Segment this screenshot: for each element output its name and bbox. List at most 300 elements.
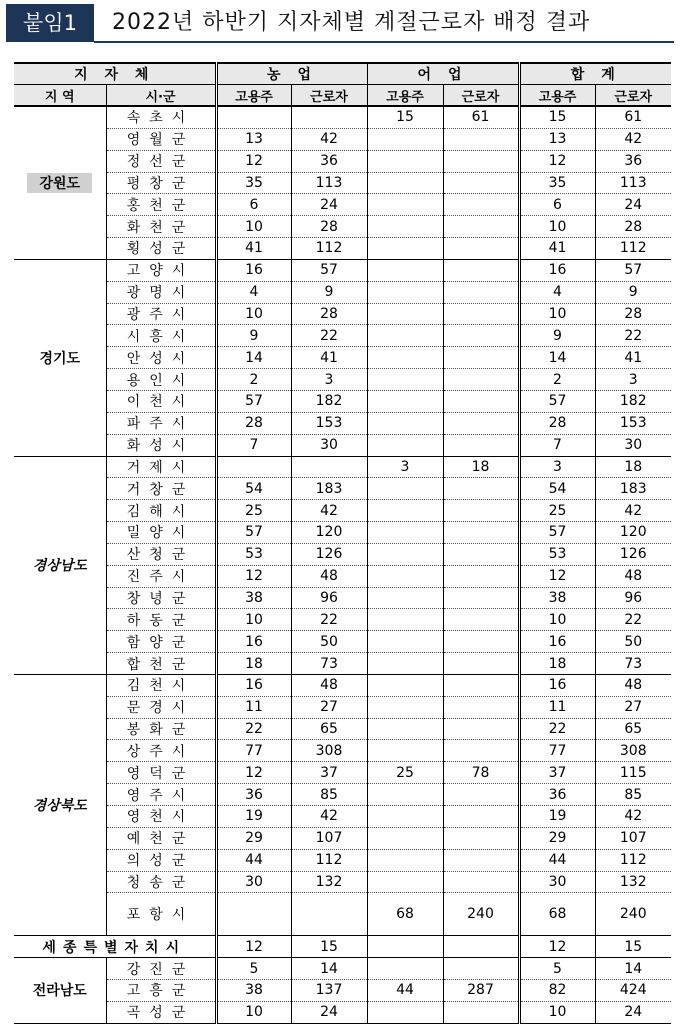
title-underline xyxy=(94,41,674,43)
total-employer-cell: 35 xyxy=(519,172,595,194)
fishery-worker-cell xyxy=(443,325,519,347)
agriculture-worker-cell: 126 xyxy=(291,543,367,565)
fishery-employer-cell xyxy=(367,347,443,369)
fishery-employer-cell xyxy=(367,128,443,150)
total-employer-cell: 12 xyxy=(519,936,595,958)
table-row xyxy=(14,849,671,871)
agriculture-employer-cell: 2 xyxy=(216,369,291,391)
total-employer-cell: 41 xyxy=(519,238,595,260)
total-employer-cell: 36 xyxy=(519,784,595,806)
fishery-worker-cell xyxy=(443,390,519,412)
total-employer-cell: 4 xyxy=(519,281,595,303)
agriculture-worker-cell: 14 xyxy=(291,958,367,980)
agriculture-worker-cell: 48 xyxy=(291,674,367,696)
total-employer-cell: 77 xyxy=(519,740,595,762)
total-worker-cell: 24 xyxy=(595,1001,671,1023)
city-name-cell: 고흥군 xyxy=(106,980,216,1002)
table-row xyxy=(14,565,671,587)
city-name-cell: 영천시 xyxy=(106,806,216,828)
fishery-worker-cell: 61 xyxy=(443,106,519,128)
agriculture-employer-header: 고용주 xyxy=(216,85,291,107)
fishery-employer-cell xyxy=(367,565,443,587)
total-employer-cell: 9 xyxy=(519,325,595,347)
agriculture-worker-cell: 37 xyxy=(291,762,367,784)
group-header-row xyxy=(14,63,671,85)
city-name-cell: 시흥시 xyxy=(106,325,216,347)
fishery-worker-cell xyxy=(443,565,519,587)
total-employer-cell: 30 xyxy=(519,871,595,893)
total-worker-cell: 120 xyxy=(595,522,671,544)
fishery-employer-cell xyxy=(367,150,443,172)
total-employer-cell: 53 xyxy=(519,543,595,565)
fishery-employer-cell: 68 xyxy=(367,893,443,936)
table-row xyxy=(14,412,671,434)
table-row xyxy=(14,194,671,216)
agriculture-employer-cell: 25 xyxy=(216,500,291,522)
agriculture-worker-cell: 42 xyxy=(291,128,367,150)
table-row xyxy=(14,150,671,172)
fishery-worker-cell xyxy=(443,958,519,980)
agriculture-employer-cell: 22 xyxy=(216,718,291,740)
table-row xyxy=(14,478,671,500)
fishery-worker-cell xyxy=(443,631,519,653)
city-name-cell: 고양시 xyxy=(106,259,216,281)
fishery-employer-cell xyxy=(367,871,443,893)
fishery-employer-cell xyxy=(367,958,443,980)
table-row xyxy=(14,653,671,675)
fishery-employer-cell xyxy=(367,674,443,696)
fishery-worker-cell xyxy=(443,478,519,500)
agriculture-employer-cell: 44 xyxy=(216,849,291,871)
fishery-worker-cell xyxy=(443,849,519,871)
fishery-employer-cell xyxy=(367,849,443,871)
fishery-worker-cell xyxy=(443,543,519,565)
region-name-cell xyxy=(14,674,106,935)
agriculture-worker-cell: 28 xyxy=(291,216,367,238)
table-row xyxy=(14,1001,671,1023)
total-worker-cell: 22 xyxy=(595,609,671,631)
region-name-cell xyxy=(14,456,106,674)
total-employer-cell: 7 xyxy=(519,434,595,456)
total-employer-cell: 19 xyxy=(519,806,595,828)
agriculture-worker-cell: 183 xyxy=(291,478,367,500)
region-name: 경기도 xyxy=(39,350,81,367)
region-name-cell xyxy=(14,106,106,259)
agriculture-employer-cell: 6 xyxy=(216,194,291,216)
agriculture-employer-cell: 12 xyxy=(216,565,291,587)
city-name-cell: 영월군 xyxy=(106,128,216,150)
city-name-cell: 창녕군 xyxy=(106,587,216,609)
city-name-cell: 김해시 xyxy=(106,500,216,522)
agriculture-employer-cell: 10 xyxy=(216,609,291,631)
total-employer-cell: 57 xyxy=(519,390,595,412)
total-worker-cell: 27 xyxy=(595,696,671,718)
agriculture-header: 농 업 xyxy=(216,63,367,85)
total-worker-cell: 61 xyxy=(595,106,671,128)
city-name-cell: 포항시 xyxy=(106,893,216,936)
fishery-employer-cell xyxy=(367,653,443,675)
agriculture-worker-cell: 120 xyxy=(291,522,367,544)
total-employer-cell: 3 xyxy=(519,456,595,478)
fishery-employer-cell xyxy=(367,194,443,216)
fishery-employer-cell xyxy=(367,303,443,325)
agriculture-worker-cell: 50 xyxy=(291,631,367,653)
agriculture-employer-cell: 14 xyxy=(216,347,291,369)
total-employer-cell: 16 xyxy=(519,631,595,653)
total-worker-cell: 182 xyxy=(595,390,671,412)
total-worker-cell: 107 xyxy=(595,827,671,849)
fishery-worker-cell xyxy=(443,281,519,303)
fishery-worker-cell xyxy=(443,303,519,325)
fishery-employer-cell xyxy=(367,434,443,456)
fishery-worker-cell xyxy=(443,609,519,631)
total-employer-cell: 16 xyxy=(519,674,595,696)
agriculture-employer-cell: 19 xyxy=(216,806,291,828)
table-row xyxy=(14,106,671,128)
fishery-worker-cell xyxy=(443,696,519,718)
city-name-cell: 예천군 xyxy=(106,827,216,849)
fishery-worker-cell: 78 xyxy=(443,762,519,784)
agriculture-employer-cell: 30 xyxy=(216,871,291,893)
agriculture-worker-cell: 112 xyxy=(291,238,367,260)
total-employer-cell: 38 xyxy=(519,587,595,609)
fishery-worker-cell xyxy=(443,194,519,216)
total-worker-cell: 132 xyxy=(595,871,671,893)
fishery-employer-cell xyxy=(367,696,443,718)
city-name-cell: 홍천군 xyxy=(106,194,216,216)
fishery-employer-cell xyxy=(367,740,443,762)
total-employer-cell: 10 xyxy=(519,216,595,238)
fishery-employer-cell: 15 xyxy=(367,106,443,128)
total-worker-cell: 115 xyxy=(595,762,671,784)
total-worker-cell: 22 xyxy=(595,325,671,347)
agriculture-worker-cell: 182 xyxy=(291,390,367,412)
total-employer-cell: 22 xyxy=(519,718,595,740)
fishery-worker-cell xyxy=(443,128,519,150)
agriculture-employer-cell: 16 xyxy=(216,631,291,653)
agriculture-worker-cell: 24 xyxy=(291,1001,367,1023)
city-name-cell: 이천시 xyxy=(106,390,216,412)
fishery-employer-cell xyxy=(367,325,443,347)
fishery-worker-cell xyxy=(443,434,519,456)
table-row xyxy=(14,980,671,1002)
total-worker-cell: 9 xyxy=(595,281,671,303)
city-name-cell: 영주시 xyxy=(106,784,216,806)
fishery-worker-cell xyxy=(443,1001,519,1023)
total-employer-cell: 25 xyxy=(519,500,595,522)
fishery-worker-header: 근로자 xyxy=(443,85,519,107)
table-row xyxy=(14,631,671,653)
fishery-employer-cell xyxy=(367,216,443,238)
agriculture-worker-cell: 308 xyxy=(291,740,367,762)
table-row xyxy=(14,609,671,631)
fishery-employer-cell xyxy=(367,784,443,806)
agriculture-employer-cell: 12 xyxy=(216,936,291,958)
fishery-employer-cell xyxy=(367,238,443,260)
city-name-cell: 안성시 xyxy=(106,347,216,369)
fishery-worker-cell xyxy=(443,871,519,893)
total-worker-cell: 18 xyxy=(595,456,671,478)
fishery-worker-cell xyxy=(443,587,519,609)
city-name-cell: 곡성군 xyxy=(106,1001,216,1023)
total-worker-cell: 73 xyxy=(595,653,671,675)
agriculture-worker-cell: 9 xyxy=(291,281,367,303)
region-group-header: 지 자 체 xyxy=(14,63,216,85)
total-employer-cell: 2 xyxy=(519,369,595,391)
table-row xyxy=(14,259,671,281)
table-row xyxy=(14,281,671,303)
total-worker-cell: 113 xyxy=(595,172,671,194)
agriculture-worker-cell xyxy=(291,893,367,936)
agriculture-employer-cell: 38 xyxy=(216,587,291,609)
total-employer-cell: 5 xyxy=(519,958,595,980)
agriculture-employer-cell: 18 xyxy=(216,653,291,675)
fishery-worker-cell xyxy=(443,784,519,806)
fishery-worker-cell xyxy=(443,674,519,696)
agriculture-worker-cell: 65 xyxy=(291,718,367,740)
agriculture-worker-cell: 28 xyxy=(291,303,367,325)
agriculture-employer-cell: 57 xyxy=(216,390,291,412)
total-employer-cell: 14 xyxy=(519,347,595,369)
agriculture-worker-cell: 42 xyxy=(291,806,367,828)
fishery-employer-cell: 3 xyxy=(367,456,443,478)
page-header xyxy=(0,0,680,44)
total-worker-cell: 112 xyxy=(595,849,671,871)
total-worker-cell: 126 xyxy=(595,543,671,565)
agriculture-employer-cell: 16 xyxy=(216,259,291,281)
total-worker-cell: 28 xyxy=(595,216,671,238)
region-name: 강원도 xyxy=(27,173,92,193)
total-employer-cell: 68 xyxy=(519,893,595,936)
total-worker-cell: 42 xyxy=(595,500,671,522)
fishery-employer-cell xyxy=(367,412,443,434)
agriculture-employer-cell: 5 xyxy=(216,958,291,980)
total-worker-cell: 28 xyxy=(595,303,671,325)
total-worker-cell: 48 xyxy=(595,565,671,587)
total-worker-cell: 240 xyxy=(595,893,671,936)
agriculture-employer-cell: 54 xyxy=(216,478,291,500)
total-worker-header: 근로자 xyxy=(595,85,671,107)
agriculture-employer-cell: 9 xyxy=(216,325,291,347)
total-worker-cell: 112 xyxy=(595,238,671,260)
table-row xyxy=(14,238,671,260)
total-worker-cell: 50 xyxy=(595,631,671,653)
fishery-worker-cell xyxy=(443,806,519,828)
fishery-employer-header: 고용주 xyxy=(367,85,443,107)
table-row xyxy=(14,871,671,893)
fishery-worker-cell xyxy=(443,412,519,434)
total-employer-cell: 10 xyxy=(519,609,595,631)
city-name-cell: 파주시 xyxy=(106,412,216,434)
agriculture-worker-cell xyxy=(291,456,367,478)
table-row xyxy=(14,456,671,478)
table-row xyxy=(14,958,671,980)
region-column-header: 지 역 xyxy=(14,85,106,107)
fishery-worker-cell xyxy=(443,172,519,194)
fishery-worker-cell xyxy=(443,347,519,369)
table-row xyxy=(14,543,671,565)
agriculture-worker-cell: 22 xyxy=(291,325,367,347)
region-name: 경상남도 xyxy=(32,558,87,575)
agriculture-worker-cell: 27 xyxy=(291,696,367,718)
agriculture-employer-cell xyxy=(216,456,291,478)
fishery-employer-cell xyxy=(367,827,443,849)
table-row xyxy=(14,128,671,150)
region-name-cell xyxy=(14,259,106,456)
fishery-employer-cell xyxy=(367,522,443,544)
fishery-employer-cell xyxy=(367,806,443,828)
agriculture-worker-cell: 15 xyxy=(291,936,367,958)
total-worker-cell: 85 xyxy=(595,784,671,806)
region-name: 전라남도 xyxy=(32,983,87,1000)
table-row xyxy=(14,522,671,544)
total-worker-cell: 36 xyxy=(595,150,671,172)
city-name-cell: 산청군 xyxy=(106,543,216,565)
table-row xyxy=(14,806,671,828)
agriculture-worker-cell: 153 xyxy=(291,412,367,434)
table-row xyxy=(14,172,671,194)
table-row xyxy=(14,893,671,936)
attachment-badge: 붙임1 xyxy=(6,4,94,42)
region-name-cell xyxy=(14,958,106,1024)
city-name-cell: 청송군 xyxy=(106,871,216,893)
city-name-cell: 속초시 xyxy=(106,106,216,128)
city-name-cell: 거제시 xyxy=(106,456,216,478)
table-row xyxy=(14,718,671,740)
total-worker-cell: 24 xyxy=(595,194,671,216)
city-name-cell: 거창군 xyxy=(106,478,216,500)
city-name-cell: 화성시 xyxy=(106,434,216,456)
agriculture-employer-cell: 38 xyxy=(216,980,291,1002)
page-title: 2022년 하반기 지자체별 계절근로자 배정 결과 xyxy=(112,10,591,35)
fishery-employer-cell xyxy=(367,936,443,958)
total-employer-cell: 6 xyxy=(519,194,595,216)
agriculture-employer-cell xyxy=(216,106,291,128)
total-employer-cell: 82 xyxy=(519,980,595,1002)
agriculture-employer-cell: 77 xyxy=(216,740,291,762)
total-employer-cell: 28 xyxy=(519,412,595,434)
agriculture-worker-cell: 48 xyxy=(291,565,367,587)
agriculture-employer-cell: 10 xyxy=(216,303,291,325)
agriculture-worker-cell: 30 xyxy=(291,434,367,456)
city-name-cell: 횡성군 xyxy=(106,238,216,260)
agriculture-employer-cell: 13 xyxy=(216,128,291,150)
agriculture-employer-cell: 4 xyxy=(216,281,291,303)
agriculture-worker-cell xyxy=(291,106,367,128)
fishery-employer-cell xyxy=(367,631,443,653)
fishery-employer-cell xyxy=(367,587,443,609)
table-row xyxy=(14,369,671,391)
agriculture-employer-cell: 16 xyxy=(216,674,291,696)
agriculture-employer-cell: 35 xyxy=(216,172,291,194)
agriculture-worker-cell: 24 xyxy=(291,194,367,216)
total-employer-cell: 15 xyxy=(519,106,595,128)
fishery-worker-cell xyxy=(443,369,519,391)
fishery-worker-cell: 18 xyxy=(443,456,519,478)
total-employer-cell: 16 xyxy=(519,259,595,281)
fishery-employer-cell xyxy=(367,609,443,631)
total-employer-cell: 29 xyxy=(519,827,595,849)
agriculture-employer-cell: 10 xyxy=(216,216,291,238)
city-name-cell: 김천시 xyxy=(106,674,216,696)
total-worker-cell: 65 xyxy=(595,718,671,740)
agriculture-employer-cell: 29 xyxy=(216,827,291,849)
total-worker-cell: 41 xyxy=(595,347,671,369)
total-worker-cell: 96 xyxy=(595,587,671,609)
total-employer-cell: 18 xyxy=(519,653,595,675)
table-row xyxy=(14,936,671,958)
total-employer-header: 고용주 xyxy=(519,85,595,107)
city-name-cell: 광명시 xyxy=(106,281,216,303)
total-worker-cell: 42 xyxy=(595,806,671,828)
fishery-employer-cell xyxy=(367,500,443,522)
city-name-cell: 밀양시 xyxy=(106,522,216,544)
city-name-cell: 강진군 xyxy=(106,958,216,980)
total-employer-cell: 37 xyxy=(519,762,595,784)
fishery-employer-cell xyxy=(367,478,443,500)
fishery-employer-cell xyxy=(367,259,443,281)
agriculture-employer-cell: 7 xyxy=(216,434,291,456)
fishery-worker-cell xyxy=(443,740,519,762)
agriculture-worker-cell: 3 xyxy=(291,369,367,391)
agriculture-employer-cell: 10 xyxy=(216,1001,291,1023)
agriculture-worker-cell: 132 xyxy=(291,871,367,893)
total-worker-cell: 48 xyxy=(595,674,671,696)
fishery-worker-cell xyxy=(443,936,519,958)
agriculture-employer-cell: 11 xyxy=(216,696,291,718)
table-row xyxy=(14,762,671,784)
total-employer-cell: 54 xyxy=(519,478,595,500)
fishery-worker-cell: 240 xyxy=(443,893,519,936)
fishery-header: 어 업 xyxy=(367,63,519,85)
table-row xyxy=(14,784,671,806)
table-row xyxy=(14,827,671,849)
fishery-worker-cell xyxy=(443,827,519,849)
total-worker-cell: 424 xyxy=(595,980,671,1002)
agriculture-employer-cell: 12 xyxy=(216,150,291,172)
fishery-employer-cell xyxy=(367,390,443,412)
city-name-cell: 진주시 xyxy=(106,565,216,587)
city-name-cell: 광주시 xyxy=(106,303,216,325)
agriculture-worker-cell: 96 xyxy=(291,587,367,609)
total-worker-cell: 308 xyxy=(595,740,671,762)
total-worker-cell: 14 xyxy=(595,958,671,980)
city-column-header: 시·군 xyxy=(106,85,216,107)
city-name-cell: 봉화군 xyxy=(106,718,216,740)
region-name-cell: 세종특별자치시 xyxy=(14,936,216,958)
agriculture-employer-cell: 28 xyxy=(216,412,291,434)
city-name-cell: 의성군 xyxy=(106,849,216,871)
city-name-cell: 용인시 xyxy=(106,369,216,391)
city-name-cell: 문경시 xyxy=(106,696,216,718)
fishery-employer-cell xyxy=(367,369,443,391)
agriculture-employer-cell: 57 xyxy=(216,522,291,544)
region-name: 경상북도 xyxy=(32,798,87,815)
city-name-cell: 하동군 xyxy=(106,609,216,631)
table-body xyxy=(14,106,671,1023)
total-employer-cell: 10 xyxy=(519,303,595,325)
fishery-worker-cell: 287 xyxy=(443,980,519,1002)
total-employer-cell: 12 xyxy=(519,565,595,587)
total-employer-cell: 13 xyxy=(519,128,595,150)
city-name-cell: 상주시 xyxy=(106,740,216,762)
sub-header-row xyxy=(14,85,671,107)
city-name-cell: 영덕군 xyxy=(106,762,216,784)
agriculture-worker-cell: 22 xyxy=(291,609,367,631)
agriculture-worker-cell: 85 xyxy=(291,784,367,806)
fishery-employer-cell: 44 xyxy=(367,980,443,1002)
agriculture-employer-cell: 41 xyxy=(216,238,291,260)
